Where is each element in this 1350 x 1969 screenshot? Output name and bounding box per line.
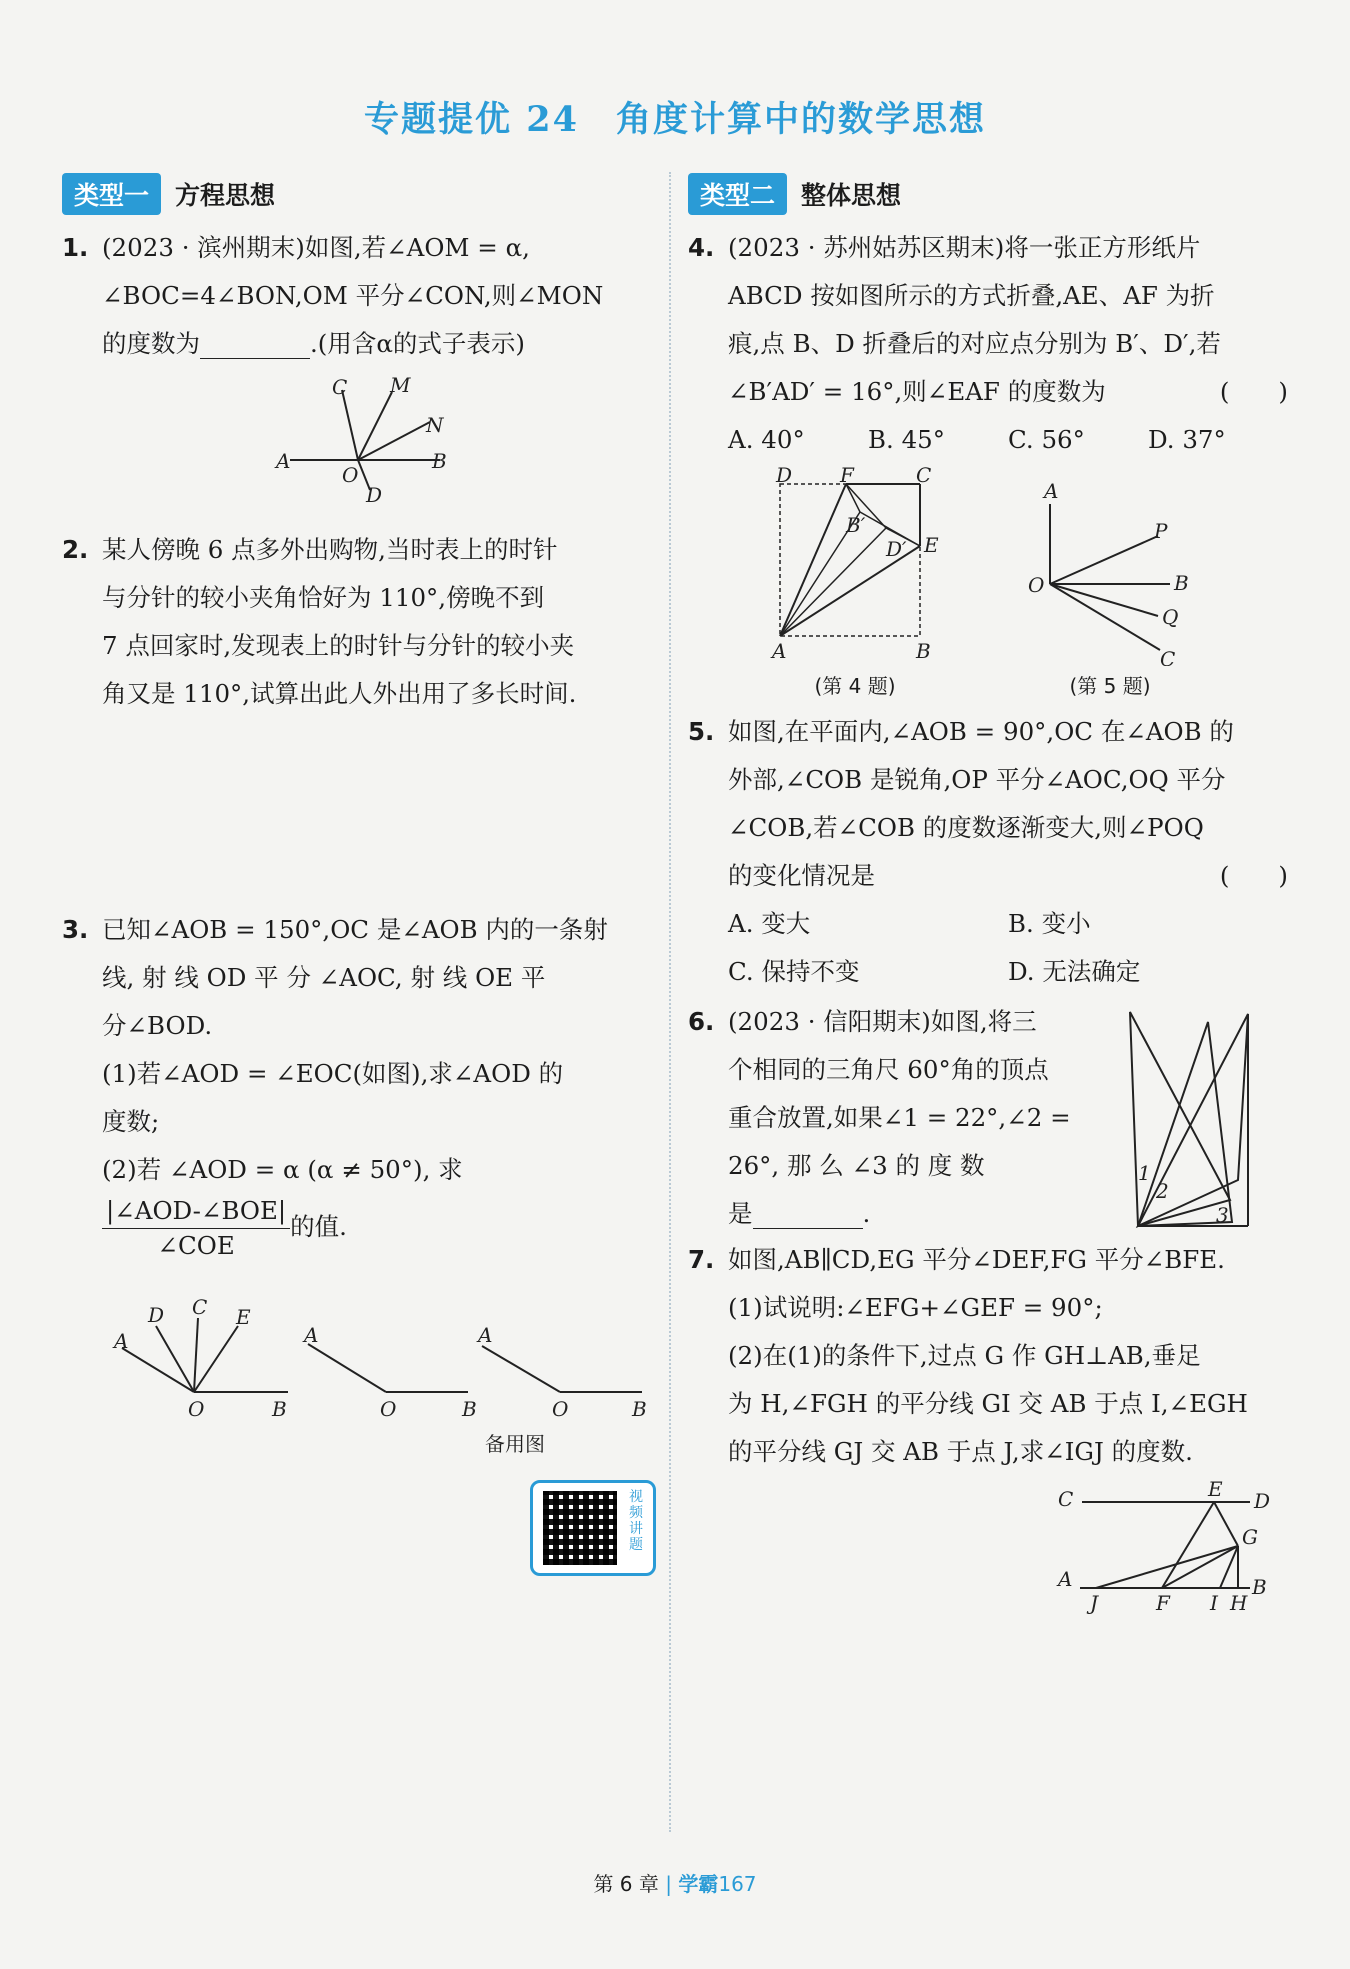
- question-5: [688, 708, 1288, 996]
- q1-line2: ∠BOC=4∠BON,OM 平分∠CON,则∠MON: [102, 281, 604, 310]
- q5-line3: ∠COB,若∠COB 的度数逐渐变大,则∠POQ: [728, 813, 1204, 842]
- q7-line5: 的平分线 GJ 交 AB 于点 J,求∠IGJ 的度数.: [728, 1437, 1193, 1466]
- q3-line3: 分∠BOD.: [102, 1011, 213, 1040]
- question-number: 3.: [62, 915, 89, 944]
- label-b: B: [632, 1397, 647, 1421]
- label-b: B: [462, 1397, 477, 1421]
- q1-line1: (2023 · 滨州期末)如图,若∠AOM = α,: [102, 233, 530, 262]
- question-number: 2.: [62, 535, 89, 564]
- label-m: M: [390, 373, 411, 397]
- q1-figure: [270, 372, 470, 512]
- question-7: [688, 1236, 1288, 1476]
- label-d-prime: D′: [886, 537, 907, 561]
- label-d: D: [1254, 1489, 1271, 1513]
- q1-line3b: .(用含α的式子表示): [310, 329, 525, 358]
- choice-a[interactable]: A. 变大: [728, 909, 811, 938]
- video-qr-code[interactable]: [530, 1480, 656, 1576]
- q5-line1: 如图,在平面内,∠AOB = 90°,OC 在∠AOB 的: [728, 717, 1234, 746]
- left-column: [62, 172, 662, 368]
- q7-line4: 为 H,∠FGH 的平分线 GI 交 AB 于点 I,∠EGH: [728, 1389, 1248, 1418]
- q2-line2: 与分针的较小夹角恰好为 110°,傍晚不到: [102, 583, 545, 612]
- question-number: 5.: [688, 717, 715, 746]
- question-number: 6.: [688, 1007, 715, 1036]
- q5-line4: 的变化情况是: [728, 861, 875, 890]
- q3-line6: (2)若 ∠AOD = α (α ≠ 50°), 求: [102, 1155, 463, 1184]
- fraction-denominator: ∠COE: [157, 1231, 235, 1260]
- question-number: 1.: [62, 233, 89, 262]
- answer-paren: ( ): [1219, 861, 1288, 890]
- label-i: I: [1210, 1591, 1218, 1615]
- q3-line4: (1)若∠AOD = ∠EOC(如图),求∠AOD 的: [102, 1059, 564, 1088]
- label-d: D: [776, 466, 793, 487]
- label-q: Q: [1162, 605, 1179, 629]
- label-b: B: [1174, 571, 1189, 595]
- fraction: [102, 1194, 290, 1263]
- question-number: 4.: [688, 233, 715, 262]
- label-c: C: [1160, 647, 1176, 666]
- q7-figure: [1050, 1480, 1280, 1616]
- q5-choices-row1: [688, 900, 1288, 948]
- question-3: [62, 906, 662, 1263]
- label-g: G: [1242, 1525, 1258, 1549]
- angle-2: 2: [1156, 1179, 1169, 1203]
- q2-line4: 角又是 110°,试算出此人外出用了多长时间.: [102, 679, 577, 708]
- label-a: A: [1058, 1567, 1073, 1591]
- answer-blank[interactable]: [200, 332, 310, 359]
- q6-line5b: .: [862, 1199, 871, 1228]
- choice-d[interactable]: D. 37°: [1148, 425, 1226, 454]
- q6-line1: (2023 · 信阳期末)如图,将三: [728, 1007, 1037, 1036]
- label-e: E: [1208, 1480, 1223, 1501]
- q3-line7: 的值.: [290, 1212, 347, 1241]
- label-j: J: [1090, 1591, 1099, 1615]
- choice-b[interactable]: B. 变小: [1008, 909, 1091, 938]
- label-e: E: [236, 1305, 251, 1329]
- q5-line2: 外部,∠COB 是锐角,OP 平分∠AOC,OQ 平分: [728, 765, 1226, 794]
- column-divider: [669, 172, 671, 1832]
- label-o: O: [380, 1397, 397, 1421]
- angle-3: 3: [1216, 1203, 1229, 1227]
- section-name: 整体思想: [801, 181, 902, 210]
- q3-line5: 度数;: [102, 1107, 160, 1136]
- question-2: [62, 526, 662, 718]
- q2-line1: 某人傍晚 6 点多外出购物,当时表上的时针: [102, 535, 558, 564]
- q5-choices-row2: [688, 948, 1288, 996]
- label-c: C: [192, 1295, 208, 1319]
- label-c: C: [916, 466, 932, 487]
- q7-line2: (1)试说明:∠EFG+∠GEF = 90°;: [728, 1293, 1103, 1322]
- q6-line5a: 是: [728, 1199, 753, 1228]
- q2-line3: 7 点回家时,发现表上的时针与分针的较小夹: [102, 631, 575, 660]
- label-a: A: [114, 1329, 129, 1353]
- qr-code-icon: [543, 1491, 617, 1565]
- section-name: 方程思想: [175, 181, 276, 210]
- brand-label: 学霸: [678, 1872, 719, 1896]
- label-a: A: [276, 449, 291, 473]
- q6-figure: [1120, 1000, 1260, 1240]
- label-d: D: [366, 483, 383, 507]
- question-number: 7.: [688, 1245, 715, 1274]
- label-a: A: [1044, 479, 1059, 503]
- q3-line1: 已知∠AOB = 150°,OC 是∠AOB 内的一条射: [102, 915, 608, 944]
- label-b: B: [916, 639, 931, 663]
- label-b: B: [432, 449, 447, 473]
- label-d: D: [148, 1303, 165, 1327]
- q5-caption: (第 5 题): [1069, 674, 1151, 698]
- q1-line3a: 的度数为: [102, 329, 200, 358]
- q6-line4: 26°, 那 么 ∠3 的 度 数: [728, 1151, 985, 1180]
- question-4: [688, 224, 1288, 464]
- choice-b[interactable]: B. 45°: [868, 425, 946, 454]
- q4-caption: (第 4 题): [814, 674, 896, 698]
- label-o: O: [1028, 573, 1045, 597]
- label-b: B: [1252, 1575, 1267, 1599]
- q4-choices: [688, 416, 1288, 464]
- q6-line3: 重合放置,如果∠1 = 22°,∠2 =: [728, 1103, 1071, 1132]
- label-f: F: [840, 466, 854, 487]
- q6-line2: 个相同的三角尺 60°角的顶点: [728, 1055, 1049, 1084]
- chapter-label: 第 6 章: [593, 1872, 659, 1896]
- q4-line4: ∠B′AD′ = 16°,则∠EAF 的度数为: [728, 377, 1106, 406]
- label-p: P: [1154, 519, 1168, 543]
- backup-figure-caption: 备用图: [485, 1432, 545, 1456]
- label-b-prime: B′: [846, 513, 866, 537]
- page-title: 专题提优 24 角度计算中的数学思想: [364, 99, 986, 140]
- label-n: N: [426, 413, 444, 437]
- q4-line1: (2023 · 苏州姑苏区期末)将一张正方形纸片: [728, 233, 1201, 262]
- label-b: B: [272, 1397, 287, 1421]
- q5-figure: [1020, 476, 1220, 666]
- q4-line3: 痕,点 B、D 折叠后的对应点分别为 B′、D′,若: [728, 329, 1221, 358]
- label-c: C: [1058, 1487, 1074, 1511]
- choice-a[interactable]: A. 40°: [728, 425, 805, 454]
- q4-line2: ABCD 按如图所示的方式折叠,AE、AF 为折: [728, 281, 1215, 310]
- label-f: F: [1156, 1591, 1170, 1615]
- answer-paren: ( ): [1219, 377, 1288, 406]
- right-column: [688, 172, 1288, 464]
- section-badge: 类型一: [62, 173, 161, 215]
- label-e: E: [924, 533, 939, 557]
- label-o: O: [552, 1397, 569, 1421]
- page-footer: 第 6 章 | 学霸167: [593, 1872, 757, 1896]
- q3-figure: [108, 1290, 668, 1460]
- question-1: [62, 224, 662, 368]
- section-2-header: [688, 172, 1288, 216]
- section-badge: 类型二: [688, 173, 787, 215]
- page-number: 167: [718, 1872, 757, 1896]
- qr-caption: 视频讲题: [629, 1489, 643, 1553]
- q7-line3: (2)在(1)的条件下,过点 G 作 GH⊥AB,垂足: [728, 1341, 1201, 1370]
- q3-line2: 线, 射 线 OD 平 分 ∠AOC, 射 线 OE 平: [102, 963, 546, 992]
- question-6: [688, 998, 1128, 1238]
- answer-blank[interactable]: [753, 1202, 863, 1229]
- angle-1: 1: [1138, 1161, 1151, 1185]
- label-h: H: [1230, 1591, 1248, 1615]
- q4-figure: [768, 466, 968, 666]
- choice-c[interactable]: C. 56°: [1008, 425, 1085, 454]
- label-a: A: [304, 1323, 319, 1347]
- fraction-numerator: |∠AOD-∠BOE|: [102, 1194, 290, 1229]
- choice-d[interactable]: D. 无法确定: [1008, 957, 1141, 986]
- choice-c[interactable]: C. 保持不变: [728, 957, 860, 986]
- label-o: O: [188, 1397, 205, 1421]
- label-o: O: [342, 463, 359, 487]
- section-1-header: [62, 172, 662, 216]
- label-c: C: [332, 375, 348, 399]
- q7-line1: 如图,AB∥CD,EG 平分∠DEF,FG 平分∠BFE.: [728, 1245, 1225, 1274]
- label-a: A: [478, 1323, 493, 1347]
- label-a: A: [772, 639, 787, 663]
